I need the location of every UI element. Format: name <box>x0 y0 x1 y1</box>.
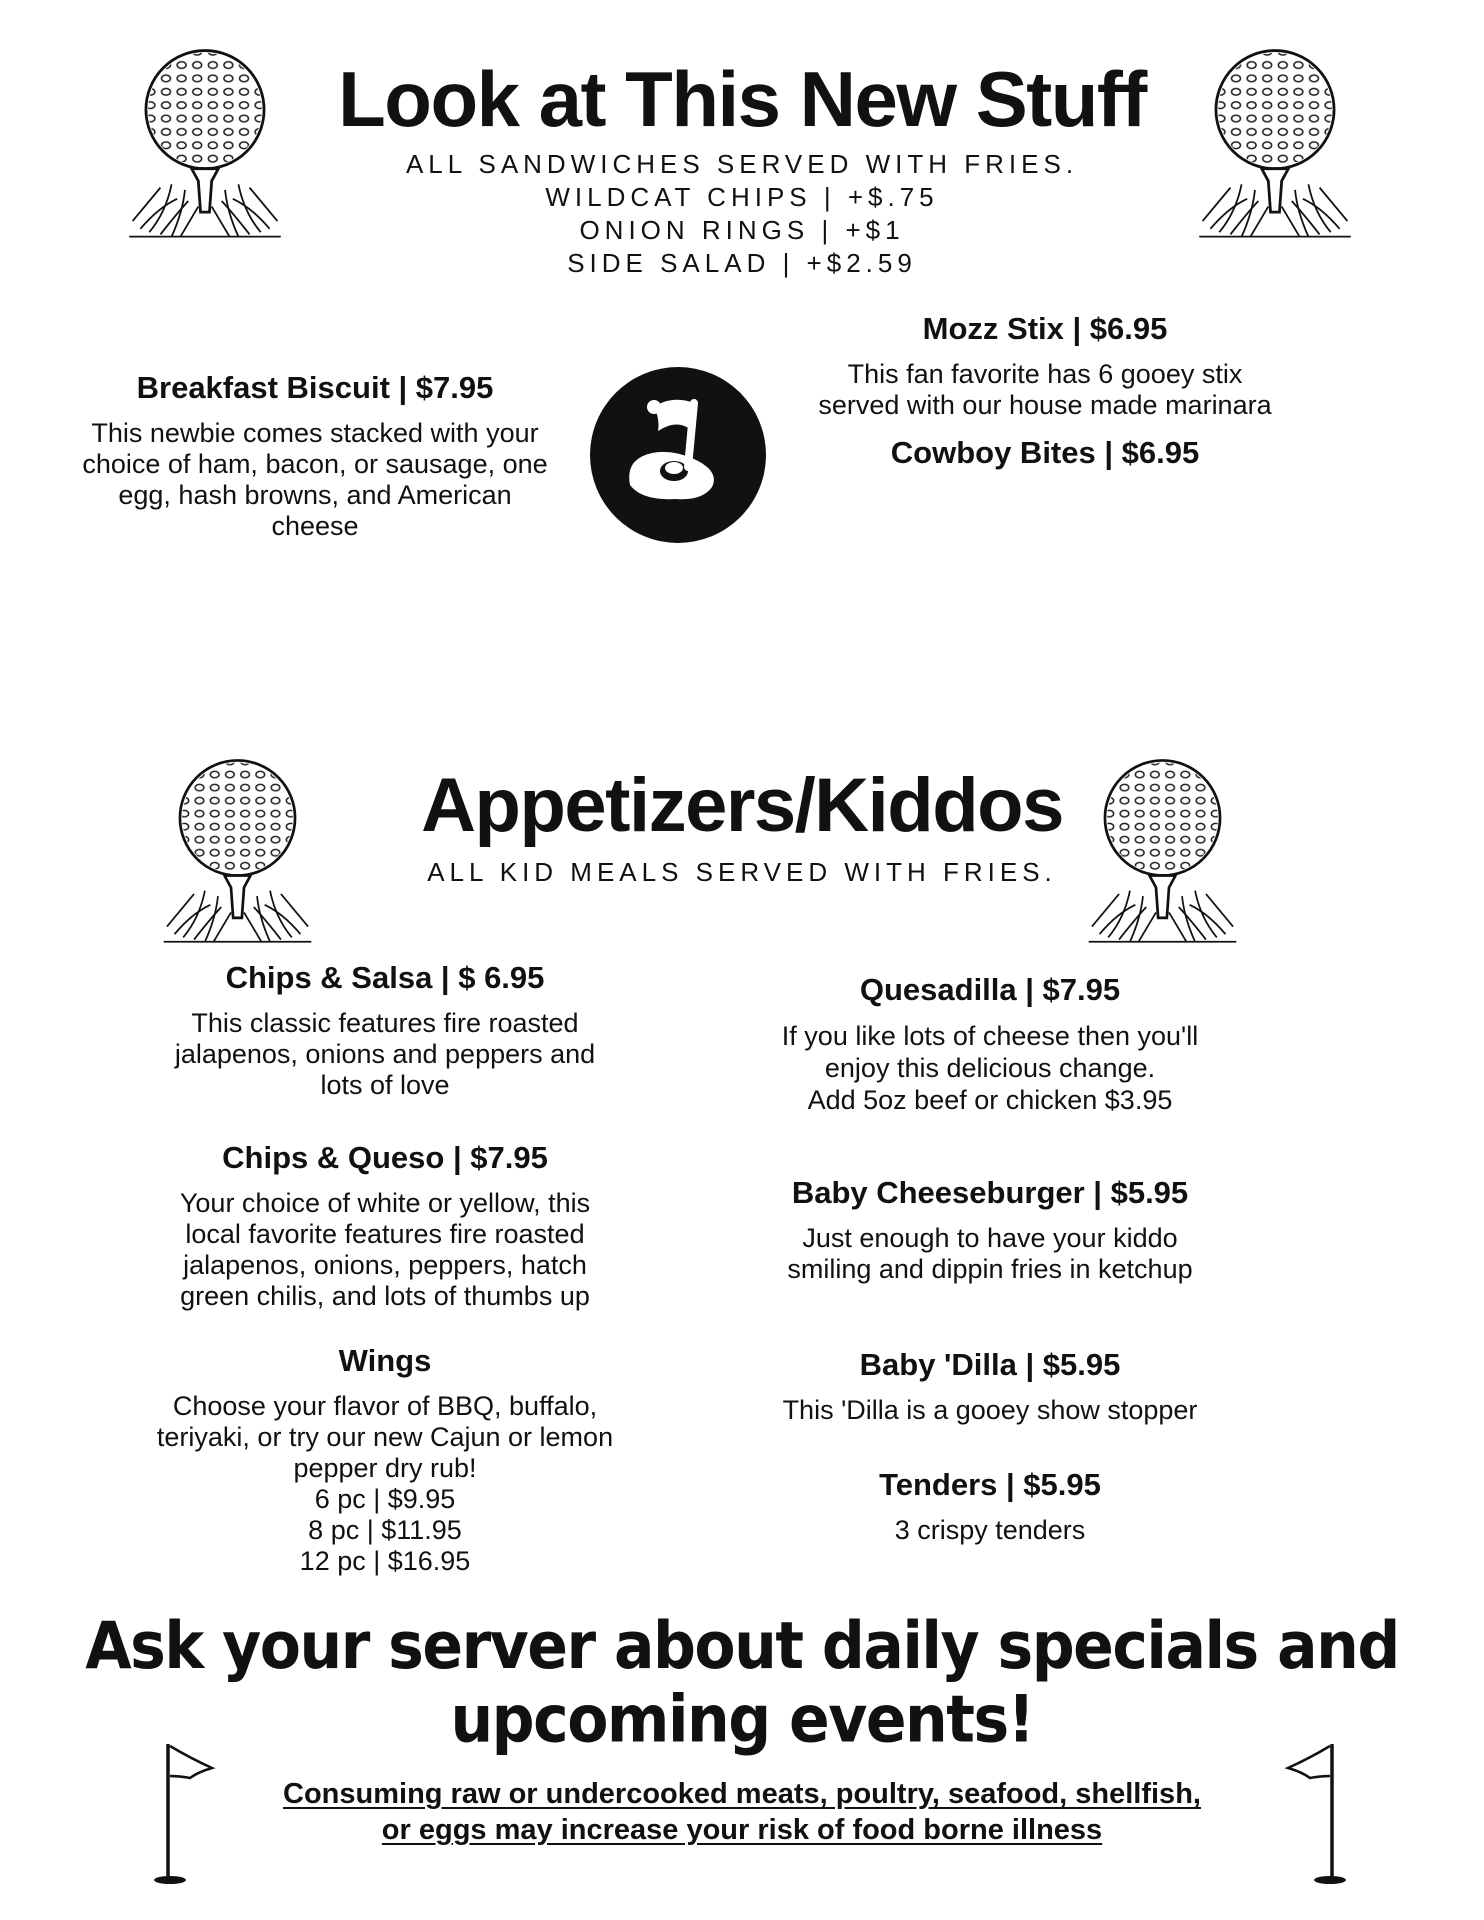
menu-item <box>120 960 650 1101</box>
item-description <box>40 418 590 542</box>
warning-line: Consuming raw or undercooked meats, poultry, seafood, shellfish, <box>283 1778 1201 1810</box>
desc-line: 3 crispy tenders <box>894 1515 1086 1545</box>
item-title: Mozz Stix | $6.95 <box>922 311 1168 346</box>
item-title: Cowboy Bites | $6.95 <box>890 435 1200 470</box>
warning-line: or eggs may increase your risk of food borne illness <box>381 1814 1103 1846</box>
desc-line: 8 pc | $11.95 <box>308 1515 462 1545</box>
item-description <box>740 1223 1240 1285</box>
sides-line: WILDCAT CHIPS | +$.75 <box>545 182 939 212</box>
sides-line: ONION RINGS | +$1 <box>579 215 905 245</box>
item-description <box>780 359 1310 421</box>
desc-line: choice of ham, bacon, or sausage, one <box>82 449 548 479</box>
item-description <box>120 1008 650 1101</box>
item-description <box>740 1020 1240 1116</box>
sides-line: ALL SANDWICHES SERVED WITH FRIES. <box>405 149 1079 179</box>
item-description <box>740 1515 1240 1546</box>
item-title: Baby Cheeseburger | $5.95 <box>791 1175 1189 1210</box>
menu-item <box>40 370 590 542</box>
menu-item <box>120 1140 650 1312</box>
item-description <box>120 1391 650 1577</box>
appetizers-heading: Appetizers/Kiddos <box>421 763 1063 848</box>
desc-line: local favorite features fire roasted <box>185 1219 585 1249</box>
menu-item <box>120 1343 650 1577</box>
desc-line: This newbie comes stacked with your <box>91 418 539 448</box>
desc-line: served with our house made marinara <box>818 390 1272 420</box>
item-title: Breakfast Biscuit | $7.95 <box>136 370 494 405</box>
desc-line: This 'Dilla is a gooey show stopper <box>782 1395 1198 1425</box>
menu-item <box>740 972 1240 1116</box>
item-title: Chips & Salsa | $ 6.95 <box>225 960 545 995</box>
new-stuff-heading: Look at This New Stuff <box>338 55 1146 143</box>
desc-line: jalapenos, onions, peppers, hatch <box>183 1250 587 1280</box>
item-title: Chips & Queso | $7.95 <box>222 1140 548 1175</box>
item-title: Baby 'Dilla | $5.95 <box>859 1347 1121 1382</box>
food-safety-warning <box>200 1776 1284 1848</box>
desc-line: Choose your flavor of BBQ, buffalo, <box>172 1391 598 1421</box>
desc-line: green chilis, and lots of thumbs up <box>180 1281 590 1311</box>
sides-line: SIDE SALAD | +$2.59 <box>567 248 917 278</box>
desc-line: If you like lots of cheese then you'll <box>781 1021 1199 1051</box>
menu-item <box>740 1175 1240 1285</box>
sides-list <box>0 148 1484 280</box>
item-title: Wings <box>338 1343 432 1378</box>
item-description <box>740 1395 1240 1426</box>
desc-line: Just enough to have your kiddo <box>802 1223 1178 1253</box>
menu-item <box>740 1347 1240 1426</box>
item-title: Quesadilla | $7.95 <box>859 972 1121 1007</box>
desc-line: 12 pc | $16.95 <box>299 1546 471 1576</box>
item-title: Tenders | $5.95 <box>879 1467 1101 1502</box>
desc-line: Add 5oz beef or chicken $3.95 <box>807 1085 1173 1115</box>
menu-item <box>740 1467 1240 1546</box>
desc-line: teriyaki, or try our new Cajun or lemon <box>156 1422 614 1452</box>
golf-flag-hole-logo-icon <box>590 367 766 543</box>
desc-line: cheese <box>271 511 359 541</box>
desc-line: jalapenos, onions and peppers and <box>174 1039 596 1069</box>
appetizers-subheading: ALL KID MEALS SERVED WITH FRIES. <box>427 857 1057 887</box>
specials-line: upcoming events! <box>450 1681 1034 1758</box>
desc-line: This classic features fire roasted <box>191 1008 579 1038</box>
menu-item <box>780 311 1310 471</box>
desc-line: pepper dry rub! <box>293 1453 477 1483</box>
desc-line: smiling and dippin fries in ketchup <box>787 1254 1193 1284</box>
desc-line: This fan favorite has 6 gooey stix <box>847 359 1243 389</box>
desc-line: egg, hash browns, and American <box>118 480 512 510</box>
item-description <box>120 1188 650 1312</box>
specials-line: Ask your server about daily specials and <box>85 1608 1399 1685</box>
specials-note <box>0 1610 1484 1757</box>
desc-line: Your choice of white or yellow, this <box>179 1188 591 1218</box>
desc-line: 6 pc | $9.95 <box>314 1484 456 1514</box>
desc-line: enjoy this delicious change. <box>824 1053 1156 1083</box>
desc-line: lots of love <box>320 1070 450 1100</box>
